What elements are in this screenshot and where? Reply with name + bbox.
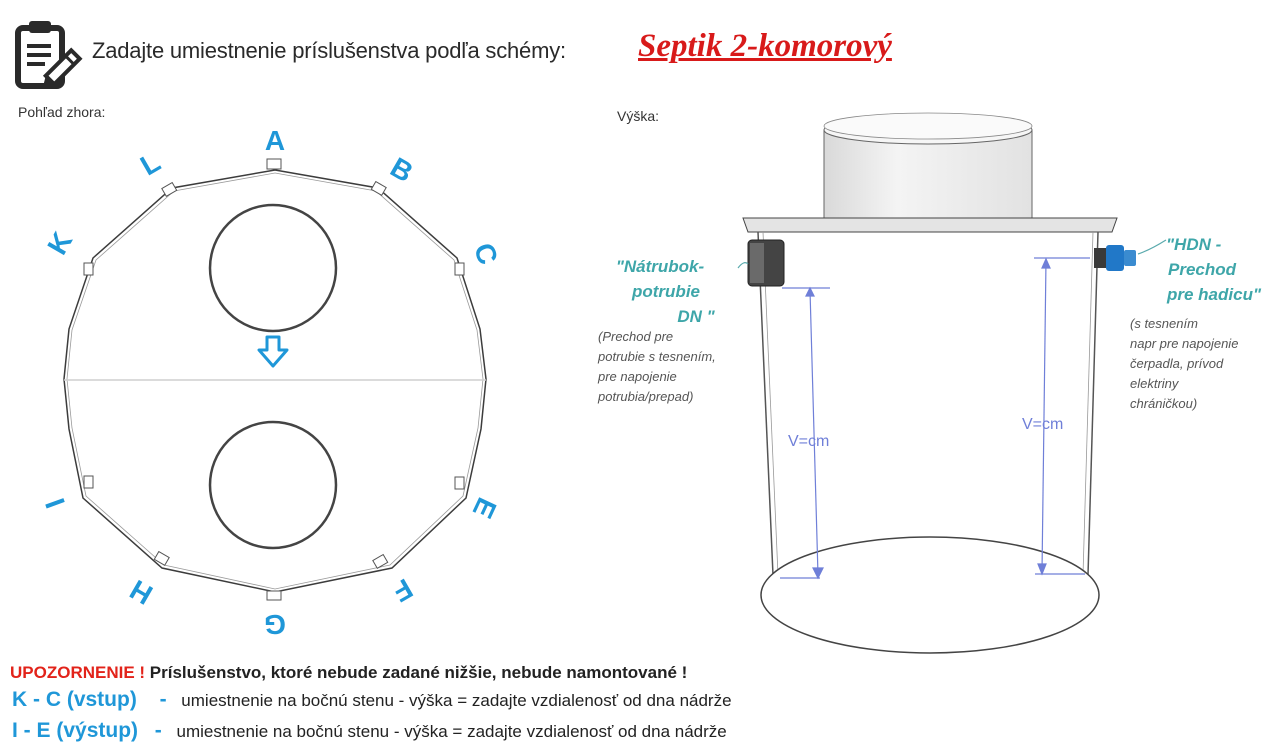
rule-outlet-code: I - E (výstup) xyxy=(12,719,139,742)
left-height-label: V=cm xyxy=(788,433,830,450)
position-l-label: L xyxy=(135,146,166,182)
top-view-diagram xyxy=(0,120,560,645)
tank-top-plate xyxy=(743,218,1117,232)
right-callout-note-3: čerpadla, prívod xyxy=(1130,356,1224,371)
position-h-label: H xyxy=(124,573,158,611)
tank-type-title: Septik 2-komorový xyxy=(638,28,892,64)
rule-inlet-dash: - xyxy=(159,688,167,711)
position-e-label: E xyxy=(466,492,503,524)
rule-outlet-text: umiestnenie na bočnú stenu - výška = zadajte vzdialenosť od dna nádrže xyxy=(176,722,727,741)
chamber-1-opening xyxy=(210,205,336,331)
left-callout-note-1: (Prechod pre xyxy=(598,329,674,344)
warning-notice xyxy=(10,663,687,683)
warning-text: Príslušenstvo, ktoré nebude zadané nižšie, nebude namontované ! xyxy=(149,663,688,682)
right-callout-note-2: napr pre napojenie xyxy=(1130,336,1239,351)
position-b-label: B xyxy=(385,151,419,189)
right-callout-note-4: elektriny xyxy=(1130,376,1179,391)
top-view-label: Pohľad zhora: xyxy=(18,104,106,120)
left-callout-title-1: "Nátrubok- xyxy=(615,257,705,276)
side-view-label: Výška: xyxy=(617,108,660,124)
rule-outlet-dash: - xyxy=(154,719,162,742)
pipe-fitting-left xyxy=(748,240,784,286)
position-k-label: K xyxy=(41,226,79,260)
tank-bottom xyxy=(761,537,1099,653)
side-view-diagram xyxy=(580,100,1280,660)
right-callout-title-1: "HDN - xyxy=(1166,235,1222,254)
tank-riser xyxy=(824,113,1032,230)
left-callout-note-2: potrubie s tesnením, xyxy=(598,349,716,364)
left-callout-note-3: pre napojenie xyxy=(598,369,677,384)
left-callout-note-4: potrubia/prepad) xyxy=(598,389,694,404)
position-i-label: I xyxy=(39,494,71,513)
right-callout-note-5: chráničkou) xyxy=(1130,396,1198,411)
rule-inlet-code: K - C (vstup) xyxy=(12,688,137,711)
right-callout-note-1: (s tesnením xyxy=(1130,316,1198,331)
page-title: Zadajte umiestnenie príslušenstva podľa schémy: xyxy=(92,38,566,63)
left-callout-title-3: DN " xyxy=(677,307,715,326)
left-callout-title-2: potrubie xyxy=(632,282,700,301)
position-g-label: G xyxy=(264,609,286,640)
rule-outlet xyxy=(12,719,727,743)
right-callout-title-2: Prechod xyxy=(1168,260,1237,279)
right-height-label: V=cm xyxy=(1022,416,1064,433)
position-a-label: A xyxy=(264,125,286,156)
tank-right-wall xyxy=(1088,232,1098,575)
hose-fitting-right xyxy=(1094,245,1136,271)
chamber-2-opening xyxy=(210,422,336,548)
position-f-label: F xyxy=(387,572,418,608)
right-callout-title-3: pre hadicu" xyxy=(1167,285,1262,304)
position-c-label: C xyxy=(467,238,504,269)
clipboard-pencil-icon xyxy=(14,18,84,94)
rule-inlet xyxy=(12,688,732,712)
warning-prefix: UPOZORNENIE ! xyxy=(10,663,146,682)
rule-inlet-text: umiestnenie na bočnú stenu - výška = zadajte vzdialenosť od dna nádrže xyxy=(181,691,732,710)
